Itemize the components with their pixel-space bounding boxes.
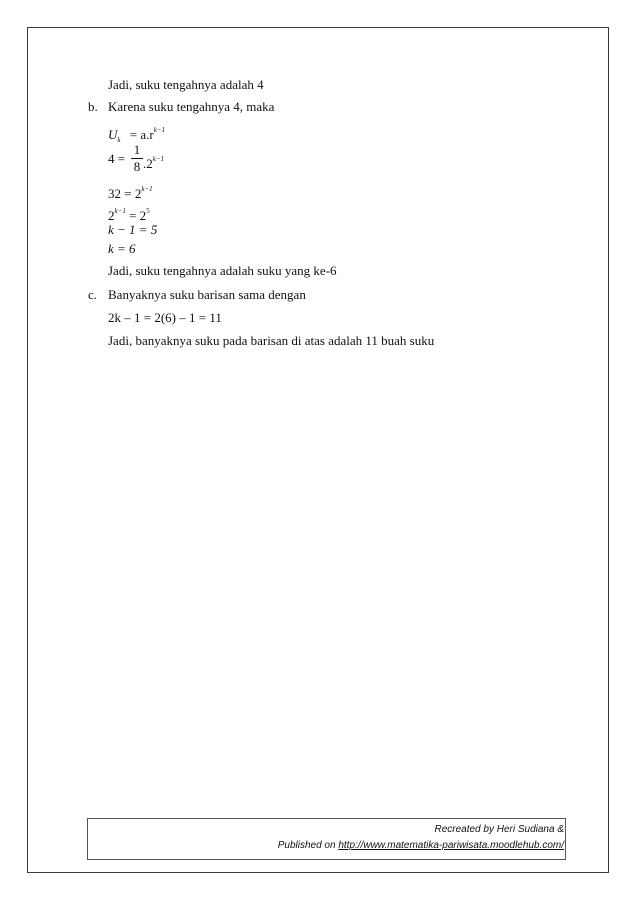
- footer-published-prefix: Published on: [277, 840, 339, 851]
- eq3-lhs: 32 = 2: [108, 186, 142, 201]
- conclusion-b: Jadi, suku tengahnya adalah suku yang ke-6: [108, 263, 337, 278]
- eq1-sub: k: [117, 136, 121, 144]
- equation-4: [108, 203, 150, 224]
- eq1-lhs: U: [108, 127, 118, 142]
- equation-5: k − 1 = 5: [108, 222, 158, 237]
- eq4-base: 2: [108, 208, 115, 223]
- item-b-intro: Karena suku tengahnya 4, maka: [108, 99, 275, 114]
- equation-2-fraction: [131, 143, 143, 174]
- item-b-marker: b.: [88, 99, 98, 114]
- eq4-exp2: 5: [146, 207, 150, 215]
- item-c-marker: c.: [88, 287, 98, 302]
- item-c-equation: 2k – 1 = 2(6) – 1 = 11: [108, 310, 222, 325]
- footer-link[interactable]: http://www.matematika-pariwisata.moodlehub.com/: [338, 840, 564, 851]
- conclusion-c: Jadi, banyaknya suku pada barisan di atas adalah 11 buah suku: [108, 333, 435, 348]
- eq4-exp1: k−1: [114, 207, 126, 215]
- eq3-exp: k−1: [141, 185, 153, 193]
- equation-6: k = 6: [108, 241, 136, 256]
- fraction-denominator: 8: [133, 159, 141, 174]
- footer-credit: Recreated by Heri Sudiana &: [434, 824, 564, 835]
- eq4-mid: = 2: [129, 208, 147, 223]
- eq1-rhs: = a.r: [129, 127, 154, 142]
- item-c-intro: Banyaknya suku barisan sama dengan: [108, 287, 306, 302]
- conclusion-a: Jadi, suku tengahnya adalah 4: [108, 77, 264, 92]
- equation-3: [108, 181, 153, 202]
- fraction-numerator: 1: [133, 142, 141, 157]
- eq2-exp: k−1: [152, 155, 165, 163]
- equation-2-lhs: 4 =: [108, 151, 126, 166]
- equation-2-rest: [143, 151, 164, 172]
- eq1-exp: k−1: [153, 126, 166, 134]
- eq2-rest: .2: [143, 156, 153, 171]
- footer-published: [278, 839, 564, 852]
